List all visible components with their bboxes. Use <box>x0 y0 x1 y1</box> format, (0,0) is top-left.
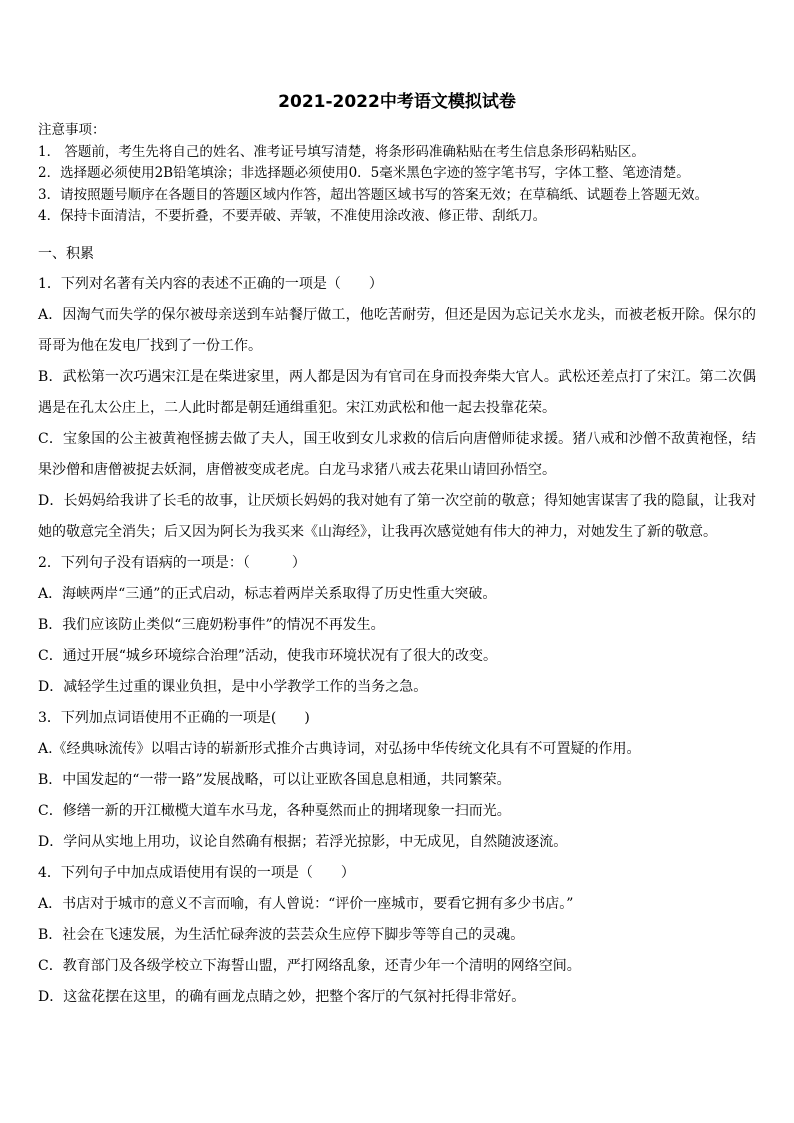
notice-item: 4．保持卡面清洁，不要折叠，不要弄破、弄皱，不准使用涂改液、修正带、刮纸刀。 <box>38 208 547 224</box>
notice-block <box>38 120 758 228</box>
question-4 <box>38 858 756 1013</box>
option-a: A.《经典咏流传》以唱古诗的崭新形式推介古典诗词，对弘扬中华传统文化具有不可置疑的作用。 <box>38 741 641 757</box>
option-b: B．我们应该防止类似“三鹿奶粉事件”的情况不再发生。 <box>38 617 385 633</box>
question-stem: 3．下列加点词语使用不正确的一项是( ) <box>38 710 310 726</box>
option-a: A．海峡两岸“三通”的正式启动，标志着两岸关系取得了历史性重大突破。 <box>38 586 497 602</box>
notice-item: 1． 答题前，考生先将自己的姓名、准考证号填写清楚，将条形码准确粘贴在考生信息条形码粘贴区。 <box>38 143 645 160</box>
option-b: B．武松第一次巧遇宋江是在柴进家里，两人都是因为有官司在身而投奔柴大官人。武松还差点打了宋江。第二次偶遇是在孔太公庄上，二人此时都是朝廷通缉重犯。宋江劝武松和他一起去投靠花荣。 <box>38 369 756 416</box>
question-stem: 2．下列句子没有语病的一项是：（ ） <box>38 555 306 571</box>
option-c: C．教育部门及各级学校立下海誓山盟，严打网络乱象，还青少年一个清明的网络空间。 <box>38 958 581 974</box>
option-d: D．学问从实地上用功，议论自然确有根据；若浮光掠影，中无成见，自然随波逐流。 <box>38 834 568 850</box>
question-stem: 1．下列对名著有关内容的表述不正确的一项是（ ） <box>38 276 383 292</box>
question-stem: 4．下列句子中加点成语使用有误的一项是（ ） <box>38 865 355 881</box>
option-c: C．宝象国的公主被黄袍怪掳去做了夫人，国王收到女儿求救的信后向唐僧师徒求援。猪八戒和沙僧不敌黄袍怪，结果沙僧和唐僧被捉去妖洞，唐僧被变成老虎。白龙马求猪八戒去花果山请回孙悟空。 <box>38 431 756 478</box>
option-d: D．这盆花摆在这里，的确有画龙点睛之妙，把整个客厅的气氛衬托得非常好。 <box>38 989 526 1005</box>
exam-body <box>38 244 756 1013</box>
option-b: B．社会在飞速发展，为生活忙碌奔波的芸芸众生应停下脚步等等自己的灵魂。 <box>38 927 525 943</box>
question-1 <box>38 269 756 548</box>
option-a: A．书店对于城市的意义不言而喻，有人曾说：“评价一座城市，要看它拥有多少书店。” <box>38 896 574 912</box>
option-c: C．修缮一新的开江橄榄大道车水马龙，各种戛然而止的拥堵现象一扫而光。 <box>38 803 511 819</box>
question-3 <box>38 703 756 858</box>
option-b: B．中国发起的“一带一路”发展战略，可以让亚欧各国息息相通，共同繁荣。 <box>38 772 511 788</box>
notice-item: 2．选择题必须使用2B铅笔填涂；非选择题必须使用0．5毫米黑色字迹的签字笔书写，字体工整、笔迹清楚。 <box>38 165 690 181</box>
option-c: C．通过开展“城乡环境综合治理”活动，使我市环境状况有了很大的改变。 <box>38 648 498 664</box>
notice-heading: 注意事项： <box>38 122 106 138</box>
question-2 <box>38 548 756 703</box>
option-a: A．因淘气而失学的保尔被母亲送到车站餐厅做工，他吃苦耐劳，但还是因为忘记关水龙头，而被老板开除。保尔的哥哥为他在发电厂找到了一份工作。 <box>38 307 756 354</box>
notice-item: 3．请按照题号顺序在各题目的答题区域内作答，超出答题区域书写的答案无效；在草稿纸、试题卷上答题无效。 <box>38 186 709 203</box>
option-d: D．长妈妈给我讲了长毛的故事，让厌烦长妈妈的我对她有了第一次空前的敬意；得知她害谋害了我的隐鼠，让我对她的敬意完全消失；后又因为阿长为我买来《山海经》，让我再次感觉她有伟大的神力，对她发生了新的敬意。 <box>38 493 756 540</box>
section-heading: 一、积累 <box>38 246 94 262</box>
page-title: 2021-2022中考语文模拟试卷 <box>278 92 516 112</box>
option-d: D．减轻学生过重的课业负担，是中小学教学工作的当务之急。 <box>38 679 428 695</box>
